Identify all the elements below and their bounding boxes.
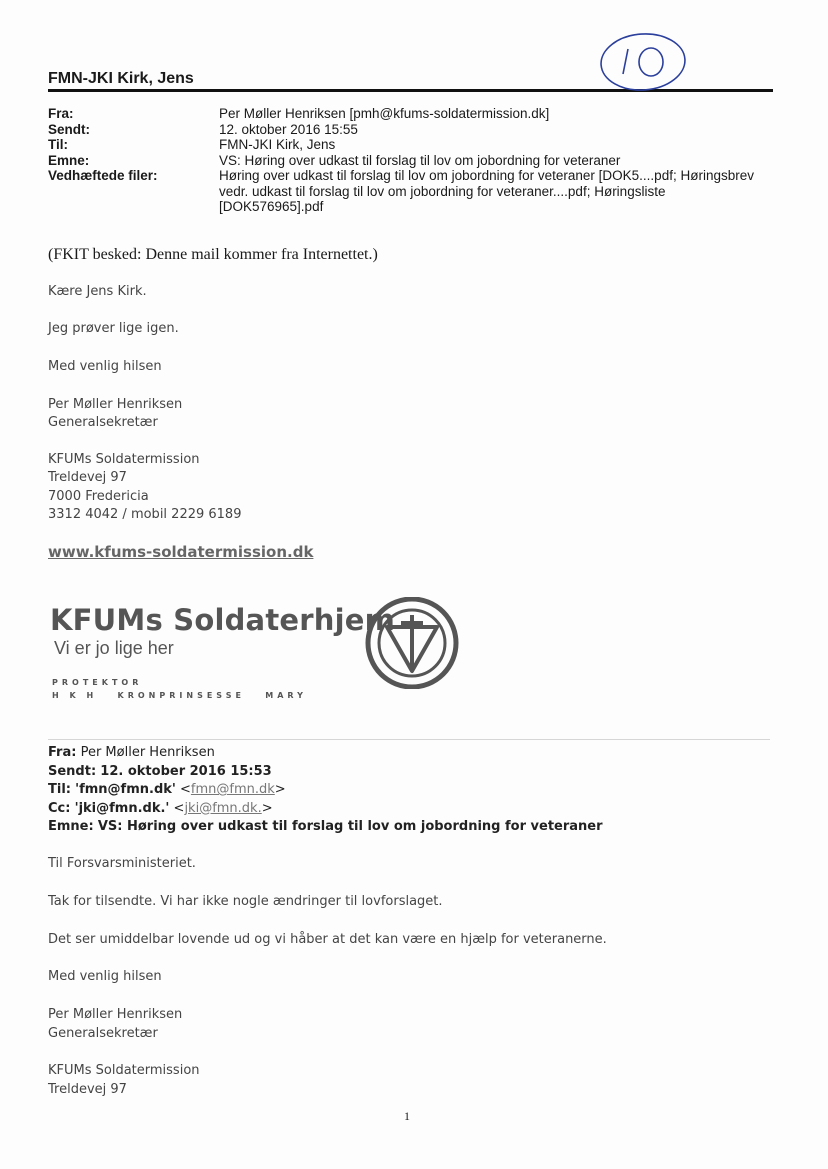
fwd-value: 12. oktober 2016 15:53	[100, 763, 272, 779]
signature-phone: 3312 4042 / mobil 2229 6189	[48, 507, 242, 522]
meta-sent-row	[48, 122, 779, 138]
meta-label: Fra:	[48, 106, 74, 121]
attachment-line: [DOK576965].pdf	[219, 199, 324, 214]
logo-tagline: Vi er jo lige her	[54, 638, 174, 658]
soldaterhjem-emblem-icon	[357, 597, 467, 689]
email-metadata	[48, 106, 779, 215]
fwd-closing: Med venlig hilsen	[48, 969, 162, 984]
signature-name: Per Møller Henriksen	[48, 397, 183, 412]
fwd-signature-street: Treldevej 97	[48, 1082, 127, 1097]
fwd-label: Fra:	[48, 745, 77, 760]
fwd-salutation: Til Forsvarsministeriet.	[48, 856, 196, 871]
meta-subject-row	[48, 153, 779, 169]
greeting: Kære Jens Kirk.	[48, 284, 147, 299]
signature-city: 7000 Fredericia	[48, 489, 149, 504]
meta-value: VS: Høring over udkast til forslag til lov om jobordning for veteraner	[219, 152, 621, 168]
forwarded-message	[48, 744, 603, 837]
stamp-text: 10	[643, 62, 644, 63]
meta-label: Emne:	[48, 152, 90, 168]
logo-protektor: PROTEKTOR	[52, 678, 143, 687]
fwd-signature-org: KFUMs Soldatermission	[48, 1063, 200, 1078]
fwd-label: Sendt:	[48, 763, 97, 779]
fwd-label: Til:	[48, 782, 71, 797]
meta-value: 12. oktober 2016 15:55	[219, 121, 358, 137]
fwd-cc-email-link[interactable]: jki@fmn.dk.	[184, 800, 262, 816]
page-number: 1	[404, 1109, 410, 1123]
closing: Med venlig hilsen	[48, 359, 162, 374]
attachment-line: vedr. udkast til forslag til lov om jobordning for veteraner....pdf; Høringsliste	[219, 183, 666, 199]
fwd-subject-line	[48, 818, 603, 837]
fwd-to-line: Til: 'fmn@fmn.dk' <fmn@fmn.dk>	[48, 782, 286, 797]
logo-title: KFUMs Soldaterhjem	[50, 603, 396, 637]
handwritten-number-stamp	[597, 30, 689, 96]
fwd-sent-line	[48, 763, 603, 782]
fwd-from-line	[48, 744, 603, 763]
fwd-label: Emne:	[48, 819, 94, 834]
fwd-to-email-link[interactable]: fmn@fmn.dk	[190, 782, 275, 797]
signature-org: KFUMs Soldatermission	[48, 452, 200, 467]
meta-label: Vedhæftede filer:	[48, 168, 158, 183]
meta-label: Sendt:	[48, 121, 90, 137]
fwd-cc-line: Cc: 'jki@fmn.dk.' <jki@fmn.dk.>	[48, 800, 273, 816]
meta-label: Til:	[48, 137, 68, 152]
logo-patron: H K H KRONPRINSESSE MARY	[52, 691, 307, 700]
signature-title: Generalsekretær	[48, 415, 158, 430]
signature-street: Treldevej 97	[48, 470, 127, 485]
attachments-list	[219, 168, 779, 215]
fwd-value: 'jki@fmn.dk.'	[74, 800, 170, 816]
fwd-value: 'fmn@fmn.dk'	[75, 782, 176, 797]
meta-value: Per Møller Henriksen [pmh@kfums-soldatermission.dk]	[219, 106, 550, 121]
fwd-signature-name: Per Møller Henriksen	[48, 1007, 183, 1022]
fwd-label: Cc:	[48, 800, 71, 816]
fwd-value: Per Møller Henriksen	[80, 745, 215, 760]
attachment-line: Høring over udkast til forslag til lov om jobordning for veteraner [DOK5....pdf; Høringsbrev	[219, 168, 754, 183]
meta-value: FMN-JKI Kirk, Jens	[219, 137, 336, 152]
meta-attachments-row	[48, 168, 779, 215]
fwd-value: VS: Høring over udkast til forslag til lov om jobordning for veteraner	[97, 819, 603, 834]
meta-to-row	[48, 137, 779, 153]
mailbox-owner-name: FMN-JKI Kirk, Jens	[48, 70, 194, 87]
meta-from-row	[48, 106, 779, 122]
forward-separator	[48, 739, 770, 740]
body-paragraph: Jeg prøver lige igen.	[48, 321, 179, 336]
fwd-paragraph: Det ser umiddelbar lovende ud og vi håber at det kan være en hjælp for veteranerne.	[48, 932, 607, 947]
fwd-signature-title: Generalsekretær	[48, 1026, 158, 1041]
website-link[interactable]: www.kfums-soldatermission.dk	[48, 543, 314, 561]
fkit-notice: (FKIT besked: Denne mail kommer fra Internettet.)	[48, 246, 378, 263]
fwd-paragraph: Tak for tilsendte. Vi har ikke nogle ændringer til lovforslaget.	[48, 894, 443, 909]
